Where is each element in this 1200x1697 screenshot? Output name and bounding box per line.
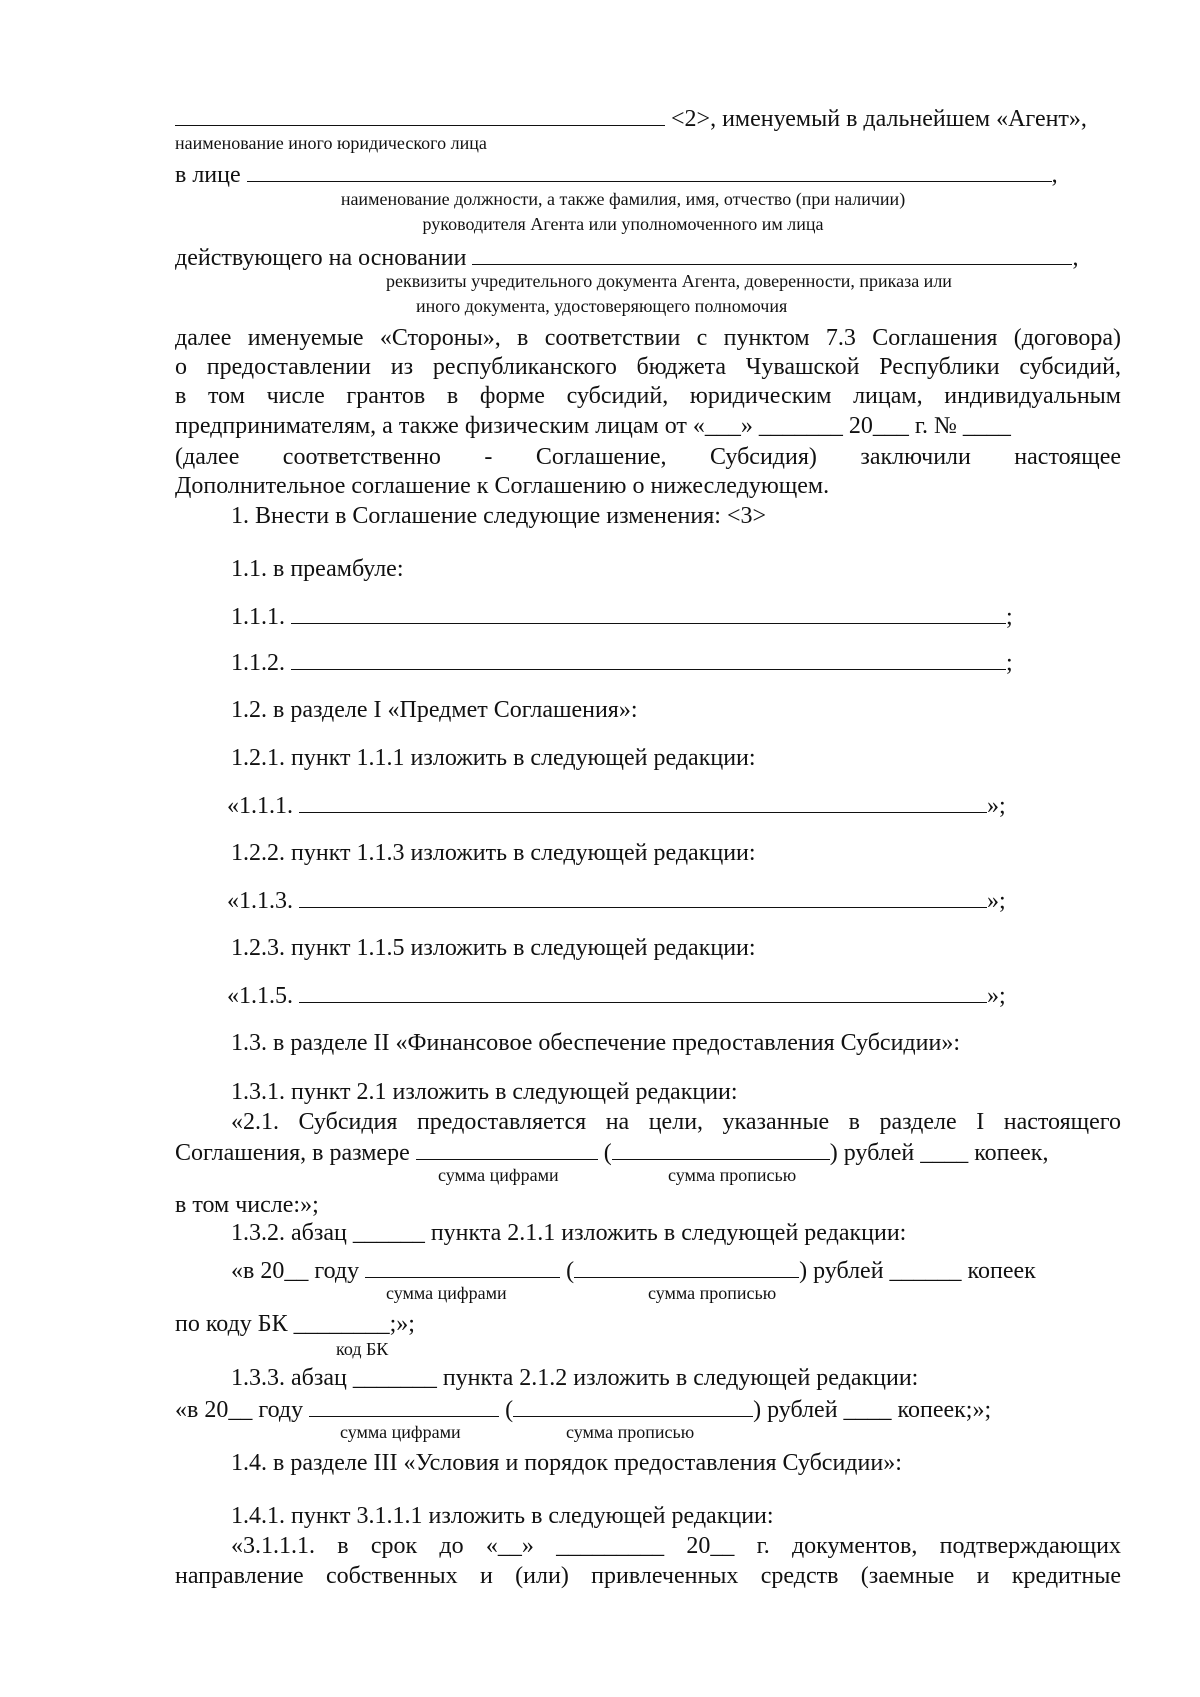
preamble-line: о предоставлении из республиканского бюджета Чувашской Республики субсидий, [175,354,1121,380]
item-1-1-1 [231,602,1013,631]
semicolon: ; [1006,650,1013,676]
year-tail: ) рублей ______ копеек [799,1258,1036,1284]
item-1-1-1-blank [291,602,1006,624]
preamble-line: Дополнительное соглашение к Соглашению о нижеследующем. [175,473,830,499]
item-1-3-2: 1.3.2. абзац ______ пункта 2.1.1 изложить в следующей редакции: [231,1220,907,1246]
amount-tail: ) рублей ____ копеек, [829,1140,1049,1166]
year-label: «в 20__ году [231,1258,360,1284]
preamble-line: предпринимателям, а также физическим лицам от «___» _______ 20___ г. № ____ [175,413,1011,439]
basis-blank [472,243,1072,265]
caption-digits: сумма цифрами [438,1165,559,1185]
amount-digits-blank [416,1138,598,1160]
item-1-1-1-label: 1.1.1. [231,604,285,630]
quote-1-1-1-blank [299,791,987,813]
caption-digits: сумма цифрами [340,1422,461,1442]
item-1-1-2-label: 1.1.2. [231,650,285,676]
item-1-2-1: 1.2.1. пункт 1.1.1 изложить в следующей редакции: [231,745,756,771]
clause-2-1-line: «2.1. Субсидия предоставляется на цели, указанные в разделе I настоящего [231,1109,1121,1135]
clause-3-1-1-1-line: направление собственных и (или) привлеченных средств (заемные и кредитные [175,1563,1121,1589]
item-1-2-2: 1.2.2. пункт 1.1.3 изложить в следующей редакции: [231,840,756,866]
basis-line [175,243,1078,272]
basis-caption-2: иного документа, удостоверяющего полномочия [416,296,788,316]
basis-label: действующего на основании [175,245,467,271]
quote-1-1-5-blank [299,981,987,1003]
paren-open: ( [603,1140,612,1166]
item-1-1: 1.1. в преамбуле: [231,556,404,582]
year-label: «в 20__ году [175,1397,304,1423]
item-1: 1. Внести в Соглашение следующие изменения: <3> [231,503,767,529]
basis-caption-1: реквизиты учредительного документа Агента, доверенности, приказа или [386,271,952,291]
item-1-3: 1.3. в разделе II «Финансовое обеспечение предоставления Субсидии»: [231,1030,960,1056]
item-1-1-2-blank [291,648,1006,670]
year-line-2 [175,1395,991,1424]
item-1-1-2 [231,648,1013,677]
agent-name-blank [175,104,665,126]
item-1-2-3: 1.2.3. пункт 1.1.5 изложить в следующей редакции: [231,935,756,961]
caption-words: сумма прописью [648,1283,777,1303]
item-1-4: 1.4. в разделе III «Условия и порядок предоставления Субсидии»: [231,1450,902,1476]
year-digits-blank [365,1256,560,1278]
caption-words: сумма прописью [566,1422,695,1442]
agent-caption: наименование иного юридического лица [175,133,487,153]
paren-open: ( [566,1258,575,1284]
item-1-4-1: 1.4.1. пункт 3.1.1.1 изложить в следующей редакции: [231,1503,774,1529]
kbk-line: по коду БК ________;»; [175,1311,415,1337]
comma: , [1051,162,1058,188]
year-tail: ) рублей ____ копеек;»; [753,1397,992,1423]
caption-kbk: код БК [336,1339,389,1359]
year-line-1 [231,1256,1036,1285]
item-1-3-3: 1.3.3. абзац _______ пункта 2.1.2 изложить в следующей редакции: [231,1365,919,1391]
quote-1-1-5-label: «1.1.5. [227,983,293,1009]
item-1-2: 1.2. в разделе I «Предмет Соглашения»: [231,697,638,723]
amount-label: Соглашения, в размере [175,1140,410,1166]
preamble-line: (далее соответственно - Соглашение, Субсидия) заключили настоящее [175,444,1121,470]
preamble-line: в том числе грантов в форме субсидий, юридическим лицам, индивидуальным [175,383,1121,409]
year-words-blank [513,1395,753,1417]
semicolon: ; [1006,604,1013,630]
in-person-line [175,160,1058,189]
quote-1-1-3-label: «1.1.3. [227,888,293,914]
year-words-blank [574,1256,799,1278]
quote-end: »; [987,888,1006,914]
quote-1-1-3-blank [299,886,987,908]
in-person-label: в лице [175,162,241,188]
paren-open: ( [505,1397,514,1423]
clause-3-1-1-1-line: «3.1.1.1. в срок до «__» _________ 20__ г. документов, подтверждающих [231,1533,1121,1559]
quote-1-1-3 [227,886,1006,915]
preamble-line: далее именуемые «Стороны», в соответствии с пунктом 7.3 Соглашения (договора) [175,325,1121,351]
comma: , [1072,245,1079,271]
quote-1-1-1 [227,791,1006,820]
year-digits-blank [309,1395,499,1417]
caption-words: сумма прописью [668,1165,797,1185]
quote-end: »; [987,793,1006,819]
item-1-3-1: 1.3.1. пункт 2.1 изложить в следующей редакции: [231,1079,738,1105]
agent-line [175,104,1087,133]
person-caption-2: руководителя Агента или уполномоченного им лица [422,214,824,234]
amount-words-blank [612,1138,830,1160]
agent-suffix: <2>, именуемый в дальнейшем «Агент», [671,106,1087,132]
clause-2-1-amount [175,1138,1048,1167]
quote-1-1-5 [227,981,1006,1010]
caption-digits: сумма цифрами [386,1283,507,1303]
incl-line: в том числе:»; [175,1192,319,1218]
person-blank [247,160,1052,182]
quote-1-1-1-label: «1.1.1. [227,793,293,819]
person-caption-1: наименование должности, а также фамилия, имя, отчество (при наличии) [340,189,906,209]
quote-end: »; [987,983,1006,1009]
